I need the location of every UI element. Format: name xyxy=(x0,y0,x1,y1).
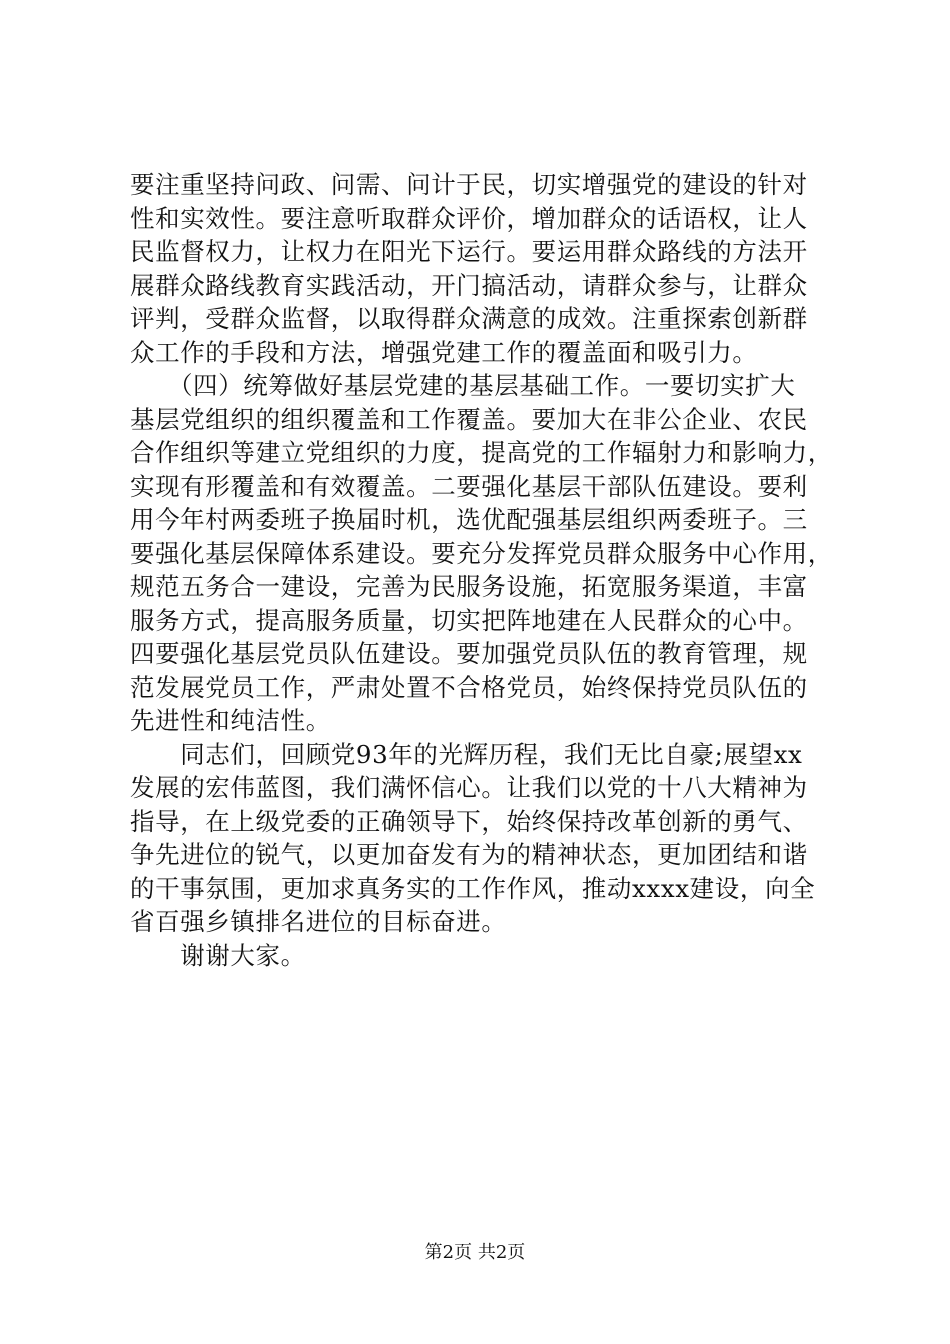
text-line: 合作组织等建立党组织的力度，提高党的工作辐射力和影响力， xyxy=(130,438,833,467)
document-body xyxy=(130,168,833,972)
text-line: 四要强化基层党员队伍建设。要加强党员队伍的教育管理，规 xyxy=(130,639,808,668)
text-line: 的干事氛围，更加求真务实的工作作风，推动xxxx建设，向全 xyxy=(130,873,816,903)
text-line: 争先进位的锐气，以更加奋发有为的精神状态，更加团结和谐 xyxy=(130,840,808,869)
text-line: 众工作的手段和方法，增强党建工作的覆盖面和吸引力。 xyxy=(130,337,758,367)
text-line: 要注重坚持问政、问需、问计于民，切实增强党的建设的针对 xyxy=(130,170,808,199)
text-line: 评判，受群众监督，以取得群众满意的成效。注重探索创新群 xyxy=(130,304,808,333)
text-line: 谢谢大家。 xyxy=(130,940,306,970)
text-line: 用今年村两委班子换届时机，选优配强基层组织两委班子。三 xyxy=(130,505,808,534)
text-line: 指导，在上级党委的正确领导下，始终保持改革创新的勇气、 xyxy=(130,806,808,836)
text-line: 基层党组织的组织覆盖和工作覆盖。要加大在非公企业、农民 xyxy=(130,404,808,434)
text-line: 展群众路线教育实践活动，开门搞活动，请群众参与，让群众 xyxy=(130,270,808,300)
text-line: 规范五务合一建设，完善为民服务设施，拓宽服务渠道，丰富 xyxy=(130,572,808,601)
text-line: 民监督权力，让权力在阳光下运行。要运用群众路线的方法开 xyxy=(130,237,808,266)
text-line: 范发展党员工作，严肃处置不合格党员，始终保持党员队伍的 xyxy=(130,672,808,702)
text-line: 服务方式，提高服务质量，切实把阵地建在人民群众的心中。 xyxy=(130,605,808,635)
text-line: 省百强乡镇排名进位的目标奋进。 xyxy=(130,907,507,936)
text-line: 性和实效性。要注意听取群众评价，增加群众的话语权，让人 xyxy=(130,203,808,233)
text-line: 先进性和纯洁性。 xyxy=(130,706,331,735)
text-line: 实现有形覆盖和有效覆盖。二要强化基层干部队伍建设。要利 xyxy=(130,471,808,501)
text-line: （四）统筹做好基层党建的基层基础工作。一要切实扩大 xyxy=(130,371,796,400)
text-line: 要强化基层保障体系建设。要充分发挥党员群众服务中心作用， xyxy=(130,538,833,568)
text-line: 同志们，回顾党93年的光辉历程，我们无比自豪;展望xx xyxy=(130,739,803,769)
text-line: 发展的宏伟蓝图，我们满怀信心。让我们以党的十八大精神为 xyxy=(130,773,808,802)
page-number-footer: 第2页 共2页 xyxy=(424,1242,526,1263)
